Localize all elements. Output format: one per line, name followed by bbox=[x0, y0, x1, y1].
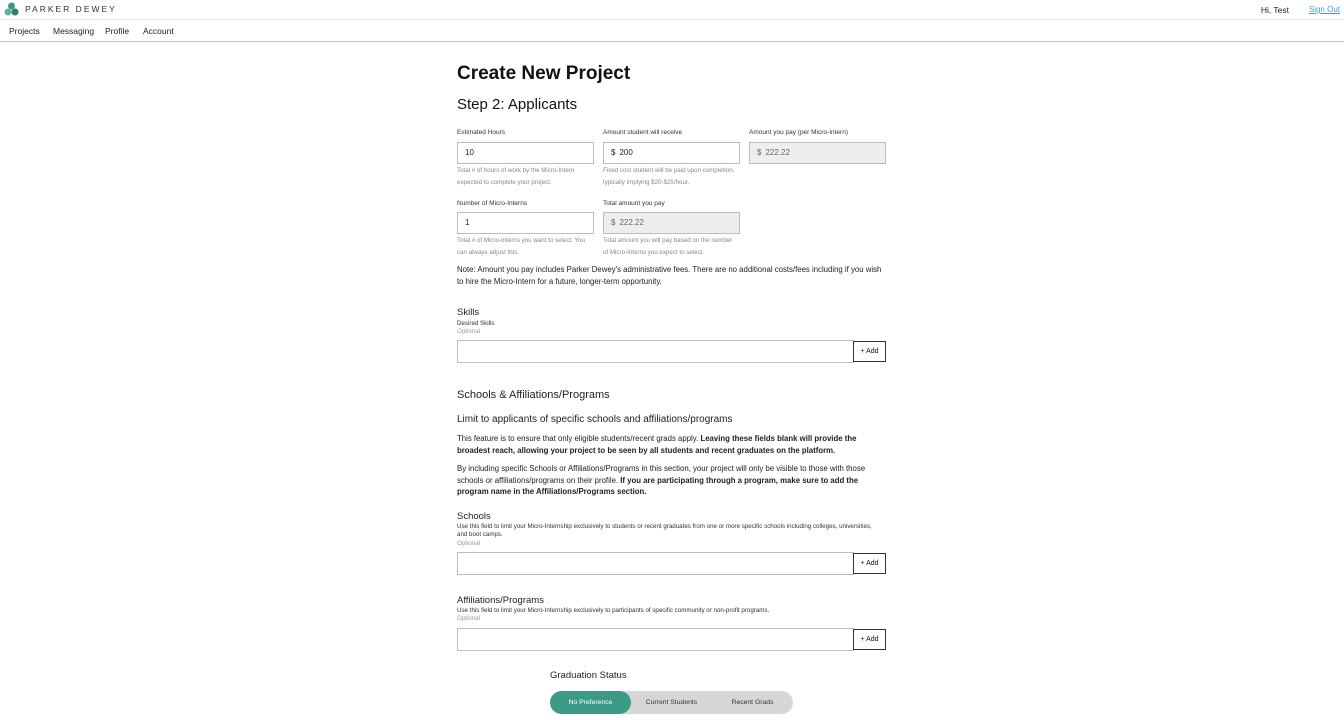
top-bar bbox=[0, 0, 1344, 20]
estimated-hours-help-line2: expected to complete your project. bbox=[457, 178, 552, 186]
nav-item-projects[interactable]: Projects bbox=[9, 26, 40, 36]
desired-skills-label: Desired Skills bbox=[457, 320, 495, 327]
toggle-no-preference[interactable]: No Preference bbox=[550, 691, 631, 714]
eligibility-paragraph bbox=[457, 433, 889, 456]
graduation-status-title: Graduation Status bbox=[550, 670, 627, 681]
num-interns-help-line1: Total # of Micro-Interns you want to select. You bbox=[457, 237, 585, 244]
main-nav bbox=[0, 20, 1344, 42]
estimated-hours-value: 10 bbox=[465, 148, 474, 157]
student-amount-help-line2: typically implying $20-$25/hour. bbox=[603, 178, 690, 186]
skills-title: Skills bbox=[457, 307, 480, 318]
sign-out-link[interactable]: Sign Out bbox=[1308, 5, 1340, 14]
num-interns-label: Number of Micro-Interns bbox=[457, 200, 528, 207]
nav-item-account[interactable]: Account bbox=[143, 26, 174, 36]
add-affiliation-button[interactable]: + Add bbox=[853, 629, 886, 650]
schools-title: Schools bbox=[457, 511, 491, 522]
student-amount-input[interactable] bbox=[603, 142, 740, 164]
total-pay-help-line1: Total amount you will pay based on the number bbox=[603, 237, 733, 244]
you-pay-field bbox=[749, 142, 886, 164]
visibility-paragraph bbox=[457, 463, 889, 498]
graduation-status-toggle bbox=[550, 691, 793, 714]
affiliations-optional: Optional bbox=[457, 615, 481, 622]
estimated-hours-help bbox=[457, 165, 574, 188]
add-school-button[interactable]: + Add bbox=[853, 553, 886, 574]
total-pay-value: 222.22 bbox=[619, 218, 644, 227]
currency-symbol: $ bbox=[757, 148, 762, 157]
nav-item-messaging[interactable]: Messaging bbox=[53, 26, 95, 36]
student-amount-help bbox=[603, 165, 734, 188]
you-pay-label: Amount you pay (per Micro-Intern) bbox=[749, 129, 848, 136]
schools-optional: Optional bbox=[457, 540, 481, 547]
skills-input[interactable] bbox=[457, 340, 854, 363]
num-interns-help bbox=[457, 235, 585, 258]
schools-description: Use this field to limit your Micro-Internship exclusively to students or recent graduates from one or more specific schools including colleges, universities, and boot camps. bbox=[457, 523, 872, 538]
affiliations-description: Use this field to limit your Micro-Internship exclusively to participants of specific community or non-profit programs. bbox=[457, 607, 770, 614]
schools-input[interactable] bbox=[457, 552, 854, 575]
visibility-text: By including specific Schools or Affiliations/Programs in this section, your project will only be visible to those with those schools or affiliations/programs on their profile. bbox=[457, 464, 866, 485]
affiliations-input[interactable] bbox=[457, 628, 854, 651]
visibility-bold-text: If you are participating through a program, make sure to add the program name in the Affiliations/Programs section. bbox=[457, 475, 859, 496]
skills-optional: Optional bbox=[457, 328, 481, 335]
student-amount-help-line1: Fixed cost student will be paid upon completion, bbox=[603, 167, 735, 174]
eligibility-bold-text: Leaving these fields blank will provide the broadest reach, allowing your project to be seen by all students and recent graduates on the platform. bbox=[457, 434, 857, 455]
currency-symbol: $ bbox=[611, 218, 616, 227]
schools-affiliations-title: Schools & Affiliations/Programs bbox=[457, 389, 610, 401]
you-pay-value: 222.22 bbox=[765, 148, 790, 157]
estimated-hours-help-line1: Total # of hours of work by the Micro-Intern bbox=[457, 167, 575, 174]
student-amount-label: Amount student will receive bbox=[603, 129, 683, 136]
total-pay-field bbox=[603, 212, 740, 234]
step-title: Step 2: Applicants bbox=[457, 96, 578, 113]
fees-note: Note: Amount you pay includes Parker Dewey's administrative fees. There are no additional costs/fees including if you wish to hire the Micro-Intern for a future, longer-term opportunity. bbox=[457, 265, 882, 286]
affiliations-title: Affiliations/Programs bbox=[457, 595, 544, 606]
eligibility-text: This feature is to ensure that only eligible students/recent grads apply. bbox=[457, 434, 701, 443]
estimated-hours-label: Estimated Hours bbox=[457, 129, 506, 136]
toggle-current-students[interactable]: Current Students bbox=[645, 699, 698, 706]
page-title: Create New Project bbox=[457, 63, 631, 84]
toggle-recent-grads[interactable]: Recent Grads bbox=[731, 699, 774, 706]
estimated-hours-input[interactable] bbox=[457, 142, 594, 164]
num-interns-input[interactable] bbox=[457, 212, 594, 234]
total-pay-help bbox=[603, 235, 732, 258]
num-interns-help-line2: can always adjust this. bbox=[457, 248, 519, 256]
parker-dewey-logo-icon bbox=[4, 2, 19, 16]
add-skill-button[interactable]: + Add bbox=[853, 341, 886, 362]
schools-affiliations-subtitle: Limit to applicants of specific schools and affiliations/programs bbox=[457, 414, 733, 425]
nav-item-profile[interactable]: Profile bbox=[105, 26, 130, 36]
user-greeting: Hi, Test bbox=[1260, 5, 1289, 15]
total-pay-help-line2: of Micro-Interns you expect to select. bbox=[603, 248, 705, 256]
brand-name: PARKER DEWEY bbox=[25, 4, 117, 14]
num-interns-value: 1 bbox=[465, 218, 470, 227]
total-pay-label: Total amount you pay bbox=[603, 200, 665, 207]
student-amount-value: 200 bbox=[619, 148, 633, 157]
currency-symbol: $ bbox=[611, 148, 616, 157]
